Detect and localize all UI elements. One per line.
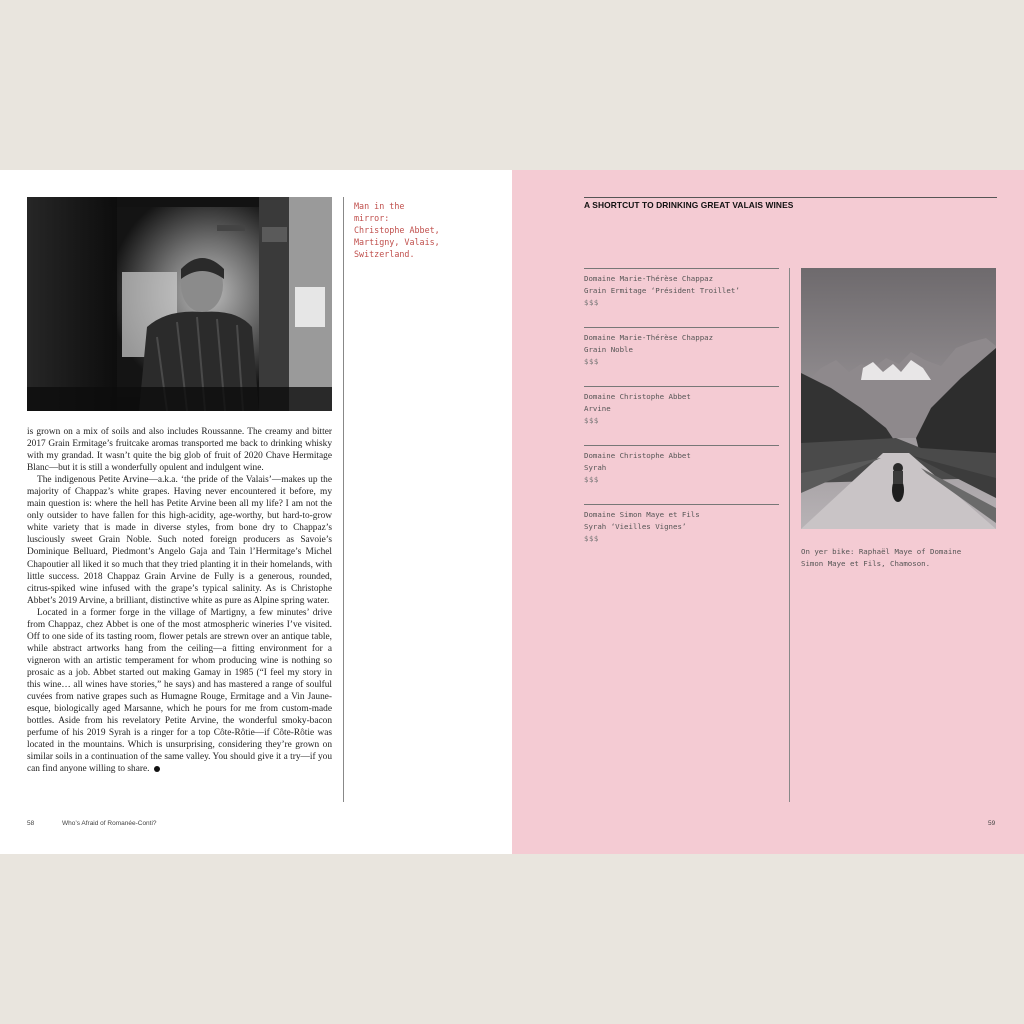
wine-price: $$$: [584, 357, 599, 366]
wine-producer: Domaine Christophe Abbet: [584, 392, 691, 401]
wine-producer: Domaine Marie-Thérèse Chappaz: [584, 274, 714, 283]
page-number-right: 59: [988, 820, 996, 827]
caption-line: On yer bike: Raphaël Maye of Domaine: [801, 547, 962, 556]
photo-caption: [354, 200, 464, 260]
caption-line: Simon Maye et Fils, Chamoson.: [801, 559, 931, 568]
wine-name: Syrah ‘Vieilles Vignes’: [584, 522, 687, 531]
wine-producer: Domaine Simon Maye et Fils: [584, 510, 700, 519]
caption-line: Man in the: [354, 201, 405, 211]
man-photo-image: [27, 197, 332, 411]
photo-caption: [801, 546, 1001, 570]
article-body: [27, 426, 332, 775]
right-page: [512, 170, 1024, 854]
list-item: [584, 504, 779, 563]
column-rule: [343, 197, 344, 802]
wine-producer: Domaine Marie-Thérèse Chappaz: [584, 333, 714, 342]
caption-line: Christophe Abbet,: [354, 225, 440, 235]
end-mark-icon: [154, 766, 160, 772]
list-item: [584, 268, 779, 327]
caption-line: Switzerland.: [354, 249, 415, 259]
paragraph: [27, 607, 332, 776]
wine-price: $$$: [584, 534, 599, 543]
wine-list: [584, 268, 779, 563]
wine-price: $$$: [584, 298, 599, 307]
list-item: [584, 386, 779, 445]
wine-name: Grain Noble: [584, 345, 633, 354]
photo-raphael-maye: [801, 268, 996, 529]
book-spread: [0, 170, 1024, 854]
page-number-left: 58: [27, 820, 35, 827]
running-head: Who’s Afraid of Romanée-Conti?: [62, 820, 157, 827]
paragraph-text: Located in a former forge in the village of Martigny, a few minutes’ drive from Chappaz, chez Abbet is one of the most atmospheric wineries I’ve visited. Off to one side of its tasting room, flower petals are strewn over an antique table, while abstract artworks hang from the ceiling—a fitting environment for a vigneron with an artistic temperament for whom producing wine is nothing so prosaic as a job. Abbet started out making Gamay in 1985 (“I feel my story in this wine… all wines have stories,” he says) and has mastered a range of soulful cuvées from native grapes such as Humagne Rouge, Ermitage and a Vin Jaune-esque, biologically aged Marsanne, which he pours for me from custom-made bottles. Aside from his revelatory Petite Arvine, the wonderful smoky-bacon perfume of his 2019 Syrah is a ringer for a top Côte-Rôtie—if Côte-Rôtie was located in the mountains. Which is unsurprising, considering they’re grown on similar soils in a continuation of the same valley. You should give it a try—if you can find anyone willing to share.: [27, 607, 332, 775]
caption-line: Martigny, Valais,: [354, 237, 440, 247]
wine-name: Grain Ermitage ‘Président Troillet’: [584, 286, 740, 295]
wine-producer: Domaine Christophe Abbet: [584, 451, 691, 460]
wine-name: Arvine: [584, 404, 611, 413]
caption-line: mirror:: [354, 213, 390, 223]
paragraph: is grown on a mix of soils and also includes Roussanne. The creamy and bitter 2017 Grain Ermitage’s fruitcake aromas transported me back to drinking whisky with my grandad. It wasn’t quite the big glob of fruit of 2020 Chave Hermitage Blanc—but it is still a wonderfully opulent and indulgent wine.: [27, 427, 332, 474]
column-rule: [789, 268, 790, 802]
wine-price: $$$: [584, 475, 599, 484]
title-rule: [584, 197, 997, 198]
list-item: [584, 327, 779, 386]
bike-photo-image: [801, 268, 996, 529]
left-page: [0, 170, 512, 854]
photo-christophe-abbet: [27, 197, 332, 411]
list-item: [584, 445, 779, 504]
paragraph: The indigenous Petite Arvine—a.k.a. ‘the pride of the Valais’—makes up the majority of Chappaz’s white grapes. Having never encountered it before, my main question is: where the hell has Petite Arvine been all my life? I am not the only outsider to have fallen for this high-acidity, age-worthy, but hard-to-grow white variety that is made in diverse styles, from bone dry to Chappaz’s lusciously sweet Grain Noble. Such noted foreign producers as Savoie’s Dominique Belluard, Piedmont’s Angelo Gaja and Tain l’Hermitage’s Michel Chapoutier all liked it so much that they tried planting it in their homelands, with little success. 2018 Chappaz Grain Arvine de Fully is a generous, rounded, citrus-spiked wine infused with the grape’s typical salinity. As is Christophe Abbet’s 2019 Arvine, a brilliant, distinctive white as pure as Alpine spring water.: [27, 475, 332, 606]
wine-price: $$$: [584, 416, 599, 425]
wine-name: Syrah: [584, 463, 607, 472]
section-title: A SHORTCUT TO DRINKING GREAT VALAIS WINES: [584, 200, 794, 210]
